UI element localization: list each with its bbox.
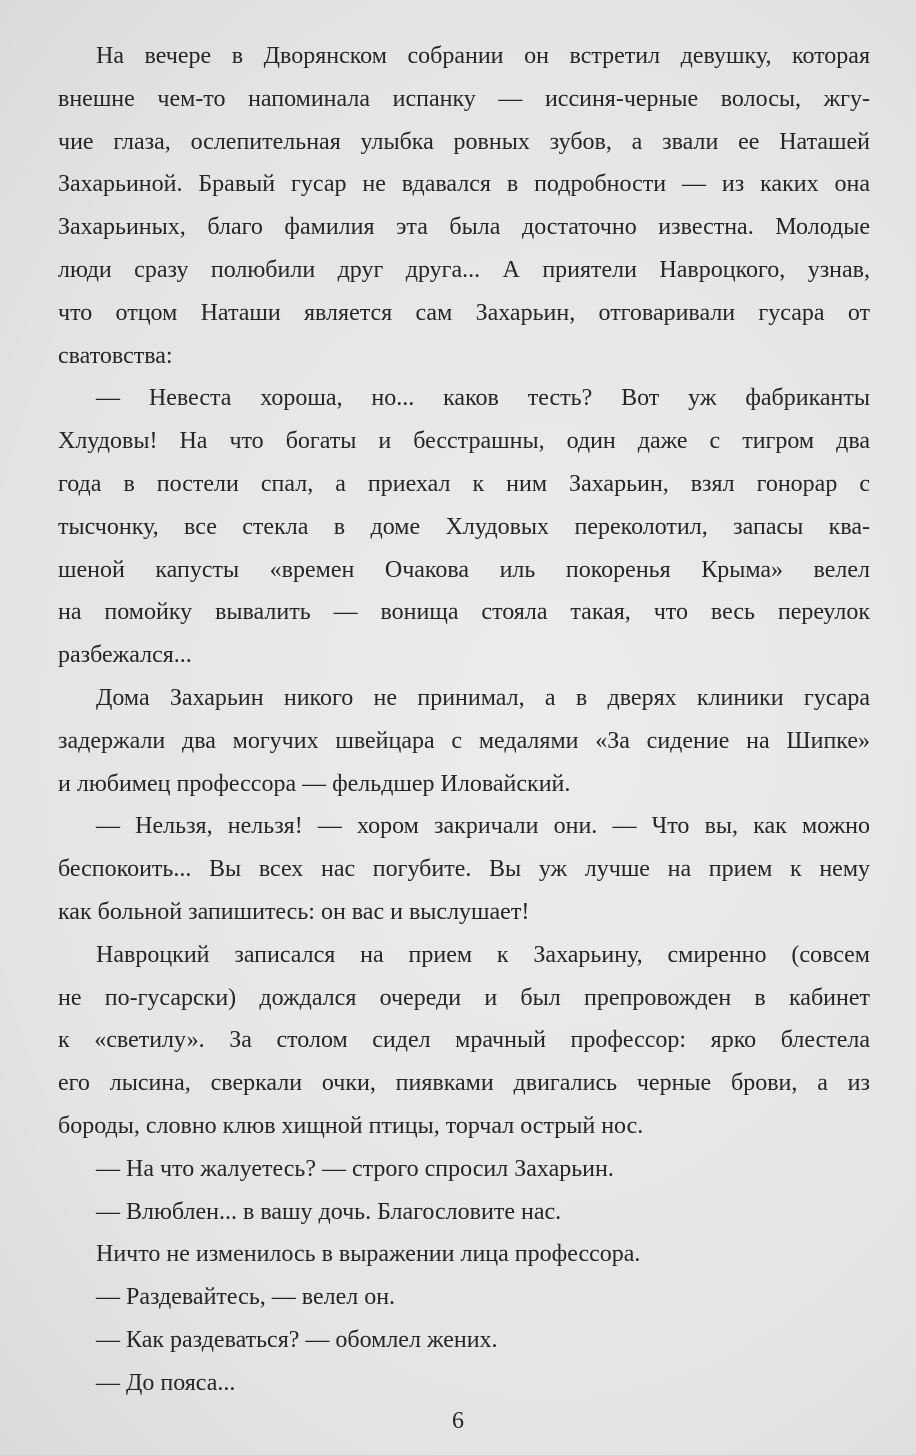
text-line: — Нельзя, нельзя! — хором закричали они. — Что вы, как можно [96,813,870,840]
text-line: Дома Захарьин никого не принимал, а в дверях клиники гусара [96,684,870,711]
text-line: Хлудовы! На что богаты и бесстрашны, один даже с тигром два [58,428,870,455]
text-line: не по-гусарски) дождался очереди и был препровожден в кабинет [58,984,870,1011]
text-line: что отцом Наташи является сам Захарьин, отговаривали гусара от [58,299,870,326]
text-line: — Раздевайтесь, — велел он. [96,1284,396,1311]
text-line: — До пояса... [96,1369,236,1396]
text-line: Захарьиной. Бравый гусар не вдавался в подробности — из каких она [58,171,870,198]
text-line: и любимец профессора — фельдшер Иловайский. [58,770,571,797]
text-line: Захарьиных, благо фамилия эта была достаточно известна. Молодые [58,214,870,241]
text-line: — Невеста хороша, но... каков тесть? Вот уж фабриканты [96,385,870,412]
text-line: — Влюблен... в вашу дочь. Благословите нас. [96,1198,562,1225]
text-line: года в постели спал, а приехал к ним Захарьин, взял гонорар с [58,470,870,497]
body-text [58,35,870,1405]
text-line: Ничто не изменилось в выражении лица профессора. [96,1241,641,1268]
text-line: сватовства: [58,342,173,369]
text-line: на помойку вывалить — вонища стояла такая, что весь переулок [58,599,870,626]
text-line: чие глаза, ослепительная улыбка ровных зубов, а звали ее Наташей [58,128,870,155]
text-line: бороды, словно клюв хищной птицы, торчал острый нос. [58,1112,644,1139]
text-line: внешне чем-то напоминала испанку — иссиня-черные волосы, жгу- [58,85,870,112]
text-line: — Как раздеваться? — обомлел жених. [96,1326,498,1353]
text-line: Навроцкий записался на прием к Захарьину, смиренно (совсем [96,941,870,968]
text-line: как больной запишитесь: он вас и выслушает! [58,898,530,925]
page-number: 6 [452,1408,464,1434]
text-line: На вечере в Дворянском собрании он встретил девушку, которая [96,43,870,69]
text-line: его лысина, сверкали очки, пиявками двигались черные брови, а из [58,1070,870,1097]
text-line: тысчонку, все стекла в доме Хлудовых переколотил, запасы ква- [58,513,870,540]
text-line: — На что жалуетесь? — строго спросил Захарьин. [96,1155,614,1182]
text-line: шеной капусты «времен Очакова иль покоренья Крыма» велел [58,556,870,583]
text-line: беспокоить... Вы всех нас погубите. Вы уж лучше на прием к нему [58,856,870,883]
text-line: люди сразу полюбили друг друга... А приятели Навроцкого, узнав, [58,256,870,283]
text-line: к «светилу». За столом сидел мрачный профессор: ярко блестела [58,1027,870,1054]
text-line: задержали два могучих швейцара с медалями «За сидение на Шипке» [58,727,870,754]
text-line: разбежался... [58,642,192,669]
